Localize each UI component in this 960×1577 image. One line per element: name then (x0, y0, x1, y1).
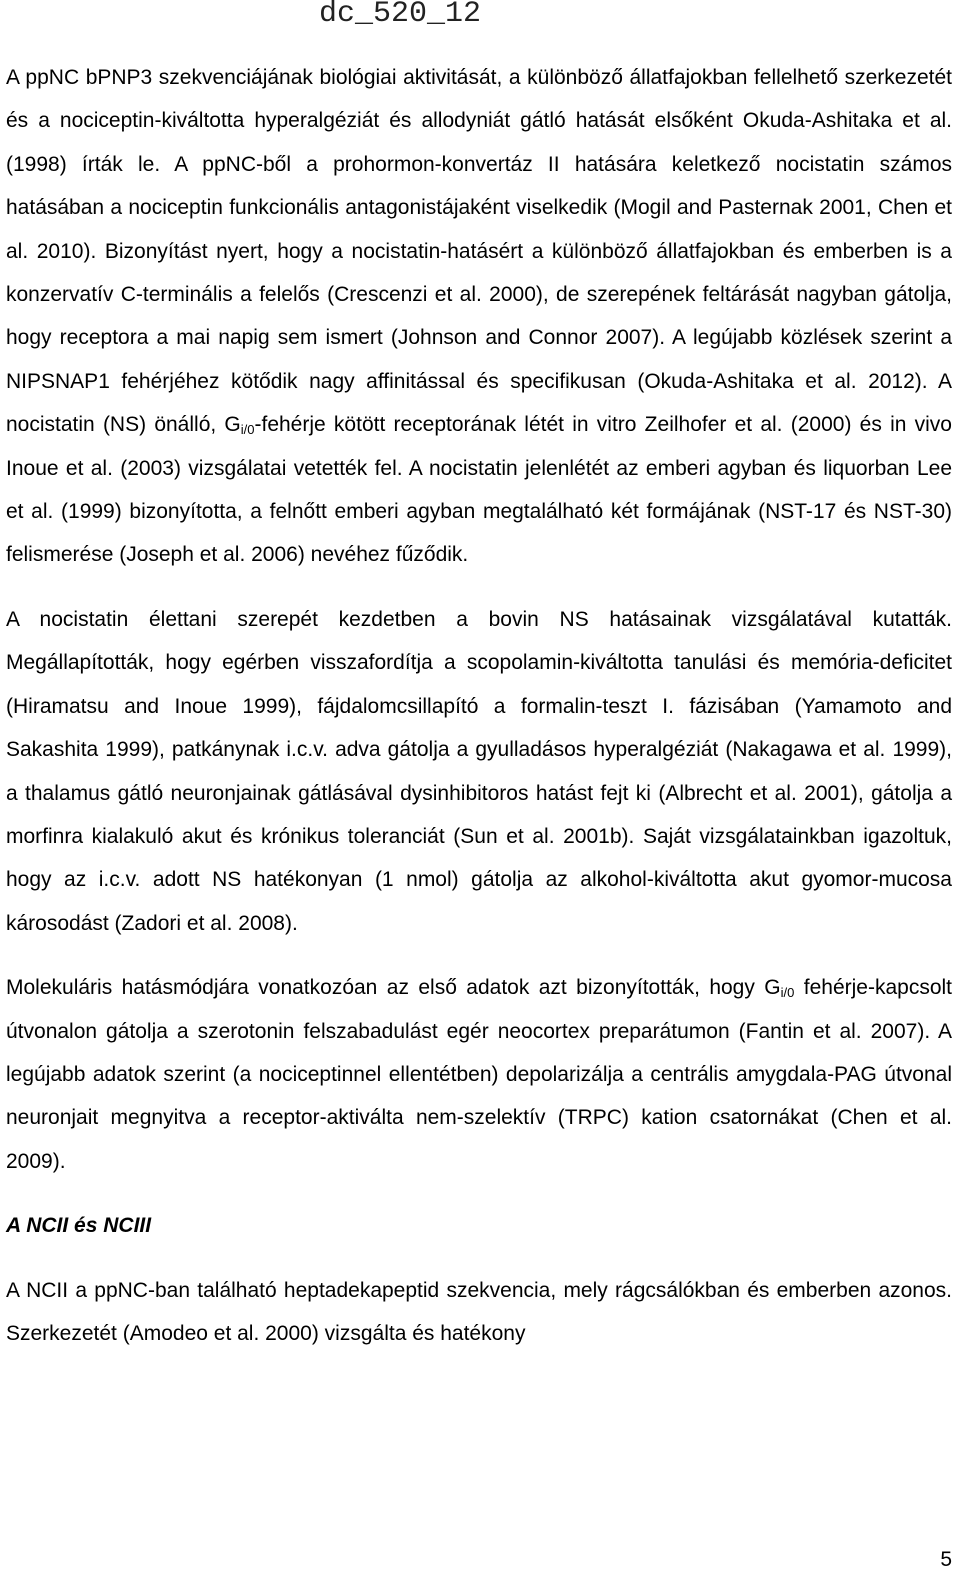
paragraph-molecular-mechanism (6, 966, 952, 1183)
document-body (6, 56, 952, 1355)
paragraph-text: -fehérje kötött receptorának létét in vitro Zeilhofer et al. (2000) és in vivo Inoue et al. (2003) vizsgálatai vetették fel. A nocistatin jelenlétét az emberi agyban és liquorban Lee et al. (1999) bizonyította, a felnőtt emberi agyban megtalálható két formájának (NST-17 és NST-30) felismerése (Joseph et al. 2006) nevéhez fűződik. (6, 413, 952, 567)
subscript: i/0 (240, 422, 255, 438)
paragraph-physiological-role (6, 598, 952, 945)
subscript: i/0 (780, 985, 795, 1001)
paragraph-nocistatin-origin (6, 56, 952, 577)
paragraph-ncii (6, 1269, 952, 1356)
page-number: 5 (940, 1548, 952, 1571)
paragraph-text: A nocistatin élettani szerepét kezdetben a bovin NS hatásainak vizsgálatával kutatták. Megállapították, hogy egérben visszafordítja a scopolamin-kiváltotta tanulási és memória-deficitet (Hiramatsu and Inoue 1999), fájdalomcsillapító a formalin-teszt I. fázisában (Yamamoto and Sakashita 1999), patkánynak i.c.v. adva gátolja a gyulladásos hyperalgéziát (Nakagawa et al. 1999), a thalamus gátló neuronjainak gátlásával dysinhibitoros hatást fejt ki (Albrecht et al. 2001), gátolja a morfinra kialakuló akut és krónikus toleranciát (Sun et al. 2001b). Saját vizsgálatainkban igazoltuk, hogy az i.c.v. adott NS hatékonyan (1 nmol) gátolja az alkohol-kiváltotta akut gyomor-mucosa károsodást (Zadori et al. 2008). (6, 607, 952, 935)
document-id: dc_520_12 (318, 0, 482, 31)
section-heading: A NCII és NCIII (6, 1214, 152, 1238)
paragraph-text: Molekuláris hatásmódjára vonatkozóan az első adatok azt bizonyították, hogy G (6, 976, 781, 1000)
paragraph-text: A NCII a ppNC-ban található heptadekapeptid szekvencia, mely rágcsálókban és emberben azonos. Szerkezetét (Amodeo et al. 2000) vizsgálta és hatékony (6, 1278, 952, 1345)
paragraph-text: fehérje-kapcsolt útvonalon gátolja a szerotonin felszabadulást egér neocortex preparátumon (Fantin et al. 2007). A legújabb adatok szerint (a nociceptinnel ellentétben) depolarizálja a centrális amygdala-PAG útvonal neuronjait megnyitva a receptor-aktiválta nem-szelektív (TRPC) kation csatornákat (Chen et al. 2009). (6, 976, 952, 1173)
paragraph-text: A ppNC bPNP3 szekvenciájának biológiai aktivitását, a különböző állatfajokban fellelhető szerkezetét és a nociceptin-kiváltotta hyperalgéziát és allodyniát gátló hatását elsőként Okuda-Ashitaka et al.(1998) írták le. A ppNC-ből a prohormon-konvertáz II hatására keletkező nocistatin számos hatásában a nociceptin funkcionális antagonistájaként viselkedik (Mogil and Pasternak 2001, Chen et al. 2010). Bizonyítást nyert, hogy a nocistatin-hatásért a különböző állatfajokban és emberben is a konzervatív C-terminális a felelős (Crescenzi et al. 2000), de szerepének feltárását nagyban gátolja, hogy receptora a mai napig sem ismert (Johnson and Connor 2007). A legújabb közlések szerint a NIPSNAP1 fehérjéhez kötődik nagy affinitással és specifikusan (Okuda-Ashitaka et al. 2012). A nocistatin (NS) önálló, G (6, 66, 952, 437)
